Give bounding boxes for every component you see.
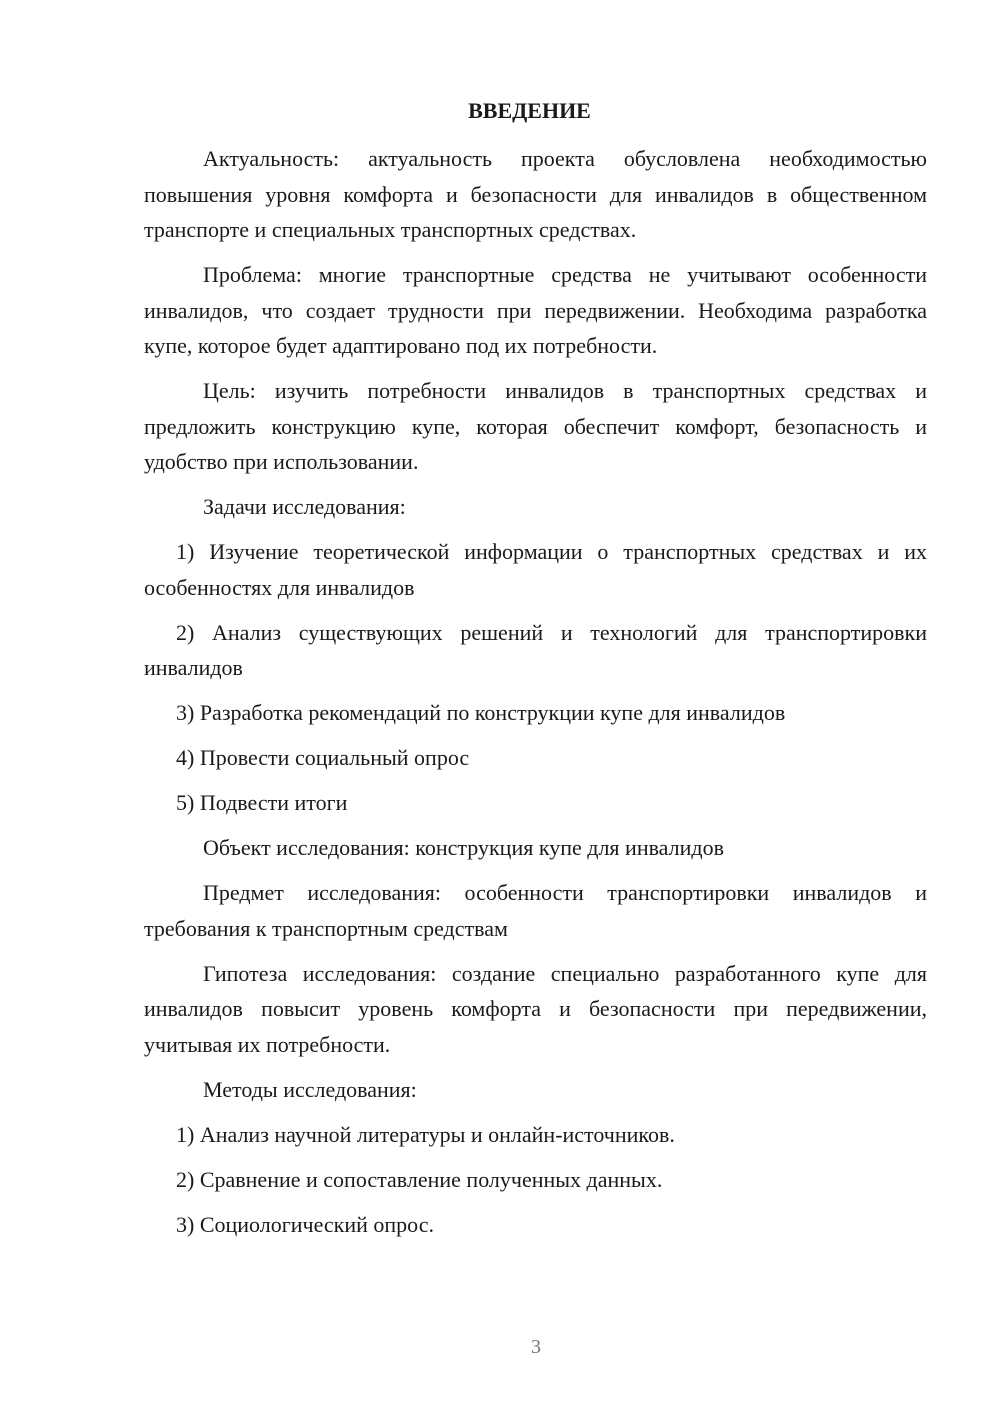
page-number-text: 3 bbox=[531, 1336, 541, 1358]
method-item: 2) Сравнение и сопоставление полученных данных. bbox=[176, 1166, 663, 1192]
task-item: 5) Подвести итоги bbox=[176, 790, 348, 815]
object-paragraph: Объект исследования: конструкция купе для инвалидов bbox=[203, 835, 724, 860]
relevance-paragraph: Актуальность: актуальность проекта обусловлена необходимостью повышения уровня комфорта и безопасности для инвалидов в общественном транспорте и специальных транспортных средствах. bbox=[144, 146, 927, 242]
task-item: 3) Разработка рекомендаций по конструкции купе для инвалидов bbox=[176, 700, 786, 725]
document-body bbox=[144, 141, 927, 1252]
tasks-heading: Задачи исследования: bbox=[203, 494, 406, 519]
page-number bbox=[0, 1334, 1000, 1360]
task-item: 2) Анализ существующих решений и технологий для транспортировки инвалидов bbox=[144, 619, 927, 680]
method-item: 1) Анализ научной литературы и онлайн-источников. bbox=[176, 1121, 675, 1147]
goal-paragraph: Цель: изучить потребности инвалидов в транспортных средствах и предложить конструкцию купе, которая обеспечит комфорт, безопасность и удобство при использовании. bbox=[144, 378, 927, 474]
document-title-text: ВВЕДЕНИЕ bbox=[468, 98, 591, 123]
task-item: 1) Изучение теоретической информации о транспортных средствах и их особенностях для инвалидов bbox=[144, 539, 927, 600]
subject-paragraph: Предмет исследования: особенности транспортировки инвалидов и требования к транспортным средствам bbox=[144, 880, 927, 941]
method-item: 3) Социологический опрос. bbox=[176, 1211, 434, 1237]
document-title bbox=[144, 96, 927, 126]
problem-paragraph: Проблема: многие транспортные средства не учитывают особенности инвалидов, что создает трудности при передвижении. Необходима разработка купе, которое будет адаптировано под их потребности. bbox=[144, 262, 927, 358]
task-item: 4) Провести социальный опрос bbox=[176, 745, 470, 770]
hypothesis-paragraph: Гипотеза исследования: создание специально разработанного купе для инвалидов повысит уровень комфорта и безопасности при передвижении, учитывая их потребности. bbox=[144, 960, 927, 1057]
methods-heading: Методы исследования: bbox=[203, 1076, 417, 1102]
